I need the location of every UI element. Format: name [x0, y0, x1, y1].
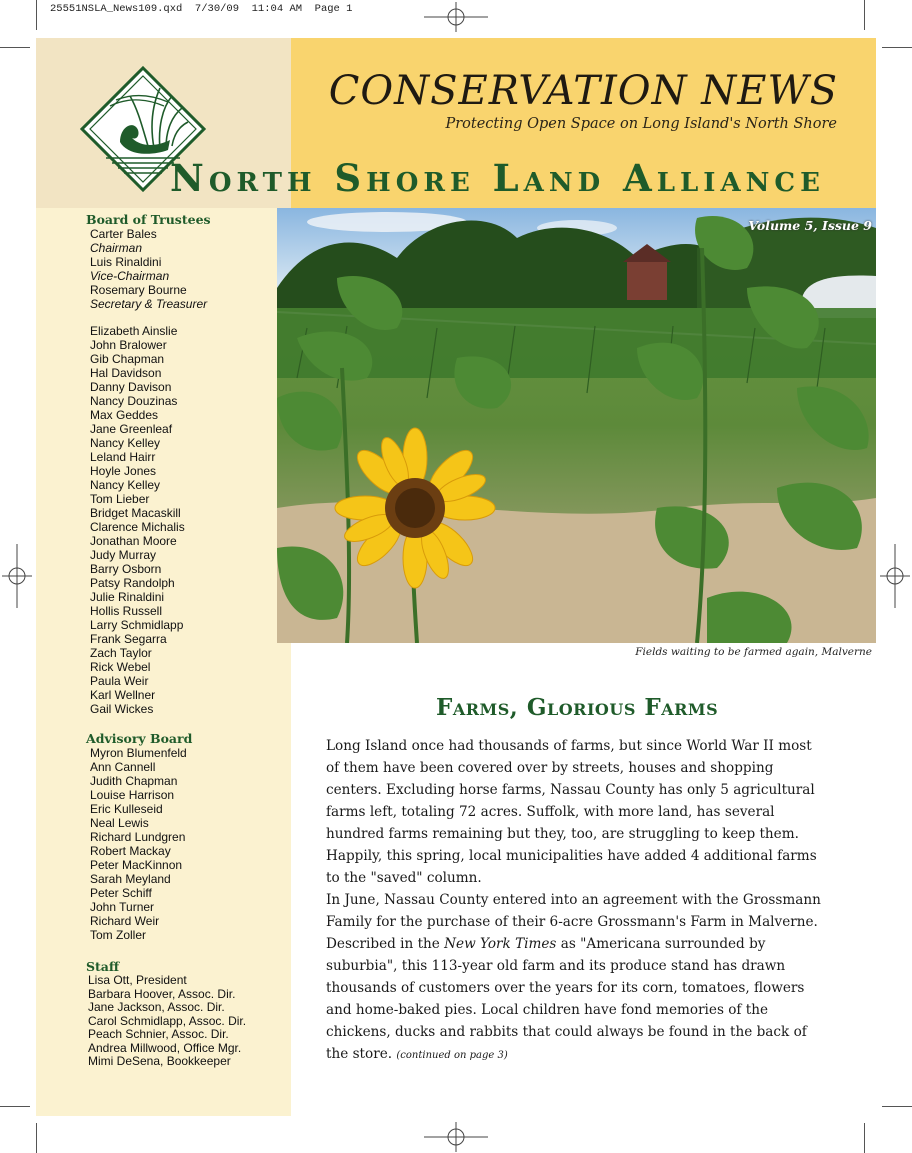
list-item: Jane Greenleaf — [90, 422, 173, 436]
list-item: Nancy Kelley — [90, 478, 161, 492]
list-item: Barry Osborn — [90, 562, 162, 576]
list-item: Robert Mackay — [90, 844, 171, 858]
list-item: Richard Weir — [90, 914, 160, 928]
print-slug: 25551NSLA_News109.qxd 7/30/09 11:04 AM Page 1 — [50, 3, 353, 15]
list-item: Lisa Ott, President — [88, 973, 187, 987]
list-item: Paula Weir — [90, 674, 149, 688]
list-item: Peter MacKinnon — [90, 858, 183, 872]
list-item: Luis Rinaldini — [90, 255, 162, 269]
list-item: Jane Jackson, Assoc. Dir. — [88, 1000, 225, 1014]
list-item: Rick Webel — [90, 660, 151, 674]
list-item: Tom Lieber — [90, 492, 150, 506]
publication-name: New York Times — [444, 936, 557, 952]
list-item: Bridget Macaskill — [90, 506, 181, 520]
list-item: Peach Schnier, Assoc. Dir. — [88, 1027, 229, 1041]
registration-mark-bottom — [424, 1122, 488, 1152]
crop-mark — [882, 47, 912, 48]
list-item: Louise Harrison — [90, 788, 175, 802]
crop-mark — [36, 1123, 37, 1153]
list-item: Barbara Hoover, Assoc. Dir. — [88, 986, 236, 1001]
list-item: Eric Kulleseid — [90, 802, 163, 816]
trustees-heading: Board of Trustees — [86, 212, 211, 227]
list-item: Andrea Millwood, Office Mgr. — [88, 1040, 242, 1055]
list-item: John Turner — [90, 900, 155, 914]
list-item: Peter Schiff — [90, 886, 152, 900]
paragraph-text: In June, Nassau County entered into an agreement with the Grossmann Family for the purchase of their 6-acre Grossmann's Farm in Malverne. Described in the — [326, 892, 821, 952]
list-item: Zach Taylor — [90, 646, 152, 660]
crop-mark — [882, 1106, 912, 1107]
list-item: Julie Rinaldini — [90, 590, 165, 604]
registration-mark-left — [2, 544, 32, 608]
list-item: Nancy Douzinas — [90, 394, 178, 408]
list-item: Larry Schmidlapp — [90, 618, 184, 632]
trustees-officers-list — [86, 227, 211, 311]
registration-mark-right — [880, 544, 910, 608]
crop-mark — [36, 0, 37, 30]
photo-caption: Fields waiting to be farmed again, Malverne — [635, 646, 872, 658]
list-item: Nancy Kelley — [90, 436, 161, 450]
list-item: Rosemary Bourne — [90, 283, 187, 297]
list-item: Gail Wickes — [90, 702, 154, 716]
list-item: Hoyle Jones — [90, 464, 157, 478]
list-item: Judith Chapman — [90, 774, 178, 788]
list-item: Tom Zoller — [90, 928, 147, 942]
list-item: Mimi DeSena, Bookkeeper — [88, 1054, 231, 1068]
advisory-section — [86, 731, 192, 942]
list-item: Judy Murray — [90, 548, 157, 562]
list-item: Carter Bales — [90, 227, 157, 241]
paragraph-text: as "Americana surrounded by suburbia", this 113-year old farm and its produce stand has drawn thousands of customers over the years for its corn, tomatoes, flowers and home-baked pies. Local children have fond memories of the chickens, ducks and rabbits that could always be found in the back of the store. — [326, 936, 807, 1062]
newsletter-subtitle: Protecting Open Space on Long Island's North Shore — [445, 116, 837, 132]
crop-mark — [0, 47, 30, 48]
issue-number: Volume 5, Issue 9 — [748, 218, 872, 233]
list-item: Hal Davidson — [90, 366, 162, 380]
crop-mark — [864, 1123, 865, 1153]
list-item: John Bralower — [90, 338, 167, 352]
staff-section — [86, 959, 246, 1069]
list-item: Frank Segarra — [90, 632, 167, 646]
crop-mark — [0, 1106, 30, 1107]
list-item: Carol Schmidlapp, Assoc. Dir. — [88, 1013, 247, 1028]
advisory-list — [86, 746, 192, 942]
list-item: Richard Lundgren — [90, 830, 186, 844]
list-item: Ann Cannell — [90, 760, 156, 774]
list-item: Karl Wellner — [90, 688, 156, 702]
staff-heading: Staff — [86, 959, 120, 974]
list-item: Elizabeth Ainslie — [90, 324, 178, 338]
list-item: Leland Hairr — [90, 450, 156, 464]
organization-name: North Shore Land Alliance — [170, 156, 825, 200]
list-item: Neal Lewis — [90, 816, 149, 830]
list-item: Patsy Randolph — [90, 576, 175, 590]
registration-mark-top — [424, 2, 488, 32]
article-paragraph-1: Long Island once had thousands of farms, but since World War II most of them have been covered over by streets, houses and shopping centers. Excluding horse farms, Nassau County has only 5 agricultural farms left, totaling 72 acres. Suffolk, with more land, has several hundred farms remaining but they, too, are struggling to keep them. Happily, this spring, local municipalities have added 4 additional farms to the "saved" column. — [326, 738, 817, 886]
list-item: Danny Davison — [90, 380, 172, 394]
list-item: Max Geddes — [90, 408, 159, 422]
list-item: Jonathan Moore — [90, 534, 177, 548]
article-headline: Farms, Glorious Farms — [436, 694, 719, 721]
list-item: Chairman — [90, 241, 143, 255]
list-item: Secretary & Treasurer — [90, 297, 208, 311]
continued-link[interactable]: (continued on page 3) — [396, 1050, 508, 1061]
list-item: Vice-Chairman — [90, 269, 170, 283]
list-item: Myron Blumenfeld — [90, 746, 187, 760]
newsletter-title: CONSERVATION NEWS — [328, 68, 838, 114]
list-item: Clarence Michalis — [90, 520, 185, 534]
trustees-section — [86, 212, 211, 716]
advisory-heading: Advisory Board — [86, 731, 193, 746]
staff-list — [86, 974, 246, 1069]
list-item: Gib Chapman — [90, 352, 165, 366]
trustees-members-list — [86, 324, 211, 716]
list-item: Sarah Meyland — [90, 872, 171, 886]
crop-mark — [864, 0, 865, 30]
article-paragraph-2 — [326, 889, 826, 1067]
sunflower-field-photo — [277, 208, 876, 643]
list-item: Hollis Russell — [90, 604, 163, 618]
